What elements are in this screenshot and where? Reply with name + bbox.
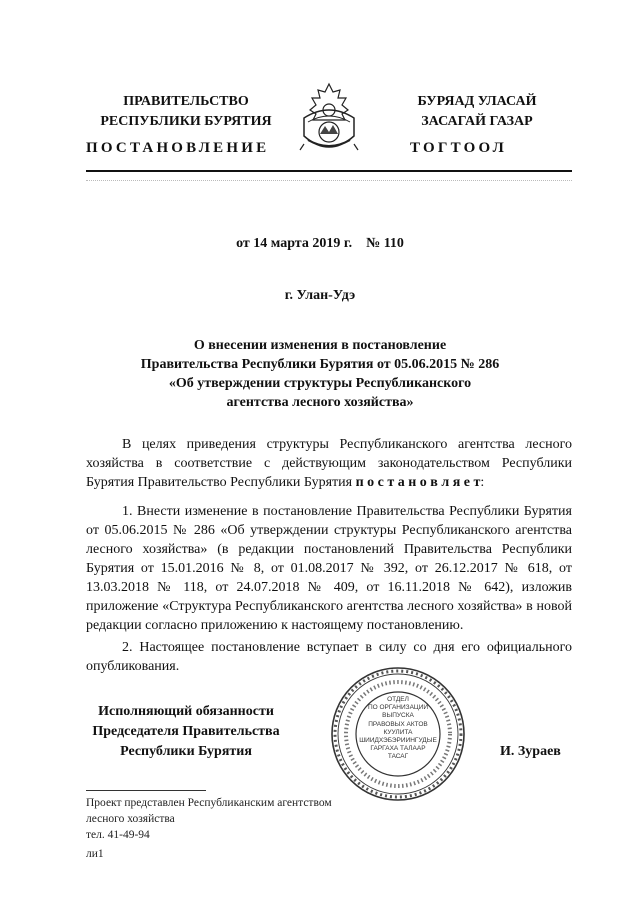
city: г. Улан-Удэ <box>284 288 356 303</box>
preamble-emphasis: п о с т а н о в л я е т <box>355 475 481 490</box>
footer-code: ли1 <box>86 848 104 860</box>
item-1-paragraph <box>86 502 572 635</box>
coat-of-arms-icon <box>290 80 368 160</box>
signature-position <box>86 702 286 762</box>
date-number: от 14 марта 2019 г. № 110 <box>236 236 404 251</box>
stamp-line3: ВЫПУСКА <box>382 712 414 720</box>
header-rule <box>86 170 572 172</box>
header-right-line2: ЗАСАГАЙ ГАЗАР <box>421 114 533 129</box>
signatory-name: И. Зураев <box>500 744 561 759</box>
position-line2: Председателя Правительства <box>92 724 280 739</box>
footer-rule <box>86 790 206 791</box>
header-left-org <box>86 92 286 132</box>
header-right-org <box>382 92 572 132</box>
stamp-line1: ОТДЕЛ <box>387 696 409 703</box>
document-title <box>0 336 640 412</box>
footer-line1: Проект представлен Республиканским агентством <box>86 797 332 809</box>
preamble-end: : <box>480 475 485 490</box>
position-line3: Республики Бурятия <box>120 744 252 759</box>
footer-line3: тел. 41-49-94 <box>86 829 150 841</box>
stamp-line5: КУУЛИТА <box>383 728 413 736</box>
header-dotted-rule <box>86 180 572 181</box>
title-line1: О внесении изменения в постановление <box>193 338 447 353</box>
title-line4: агентства лесного хозяйства» <box>226 395 414 410</box>
item-1-text: 1. Внести изменение в постановление Правительства Республики Бурятия от 05.06.2015 № 286 «Об утверждении структуры Республиканского агентства лесного хозяйства» (в редакции постановлений Правительства Республики Бурятия от 15.01.2016 № 8, от 01.08.2017 № 392, от 26.12.2017 № 618, от 13.03.2018 № 118, от 24.07.2018 № 409, от 16.11.2018 № 642), изложив приложение «Структура Республиканского агентства лесного хозяйства» в новой редакции согласно приложению к настоящему постановлению. <box>86 504 572 633</box>
title-line3: «Об утверждении структуры Республиканского <box>168 376 472 391</box>
official-stamp <box>328 664 468 804</box>
doc-type-ru: ПОСТАНОВЛЕНИЕ <box>86 140 270 156</box>
stamp-line8: ТАСАГ <box>387 753 409 761</box>
footer-line2: лесного хозяйства <box>86 813 175 825</box>
stamp-line4: ПРАВОВЫХ АКТОВ <box>368 720 428 728</box>
preamble-text: В целях приведения структуры Республиканского агентства лесного хозяйства в соответствие с действующим законодательством Республики Бурятия Правительство Республики Бурятия <box>86 437 572 490</box>
footer-note <box>86 795 332 843</box>
item-2-text: 2. Настоящее постановление вступает в силу со дня его официального опубликования. <box>86 640 572 674</box>
header-right-line1: БУРЯАД УЛАСАЙ <box>417 94 537 109</box>
stamp-line7: ГАРГАХА ТАЛААР <box>370 745 426 753</box>
title-line2: Правительства Республики Бурятия от 05.06.2015 № 286 <box>140 357 500 372</box>
stamp-line2: ПО ОРГАНИЗАЦИИ <box>367 704 429 712</box>
stamp-text <box>350 696 446 762</box>
coat-of-arms-emblem <box>290 80 368 160</box>
preamble-paragraph <box>86 435 572 492</box>
header-left-line2: РЕСПУБЛИКИ БУРЯТИЯ <box>100 114 272 129</box>
stamp-line6: ШИИДХЭБЭРИИНГУДЫЕ <box>359 737 437 745</box>
position-line1: Исполняющий обязанности <box>98 704 274 719</box>
header-left-line1: ПРАВИТЕЛЬСТВО <box>123 94 249 109</box>
doc-type-bua: ТОГТООЛ <box>410 140 507 156</box>
